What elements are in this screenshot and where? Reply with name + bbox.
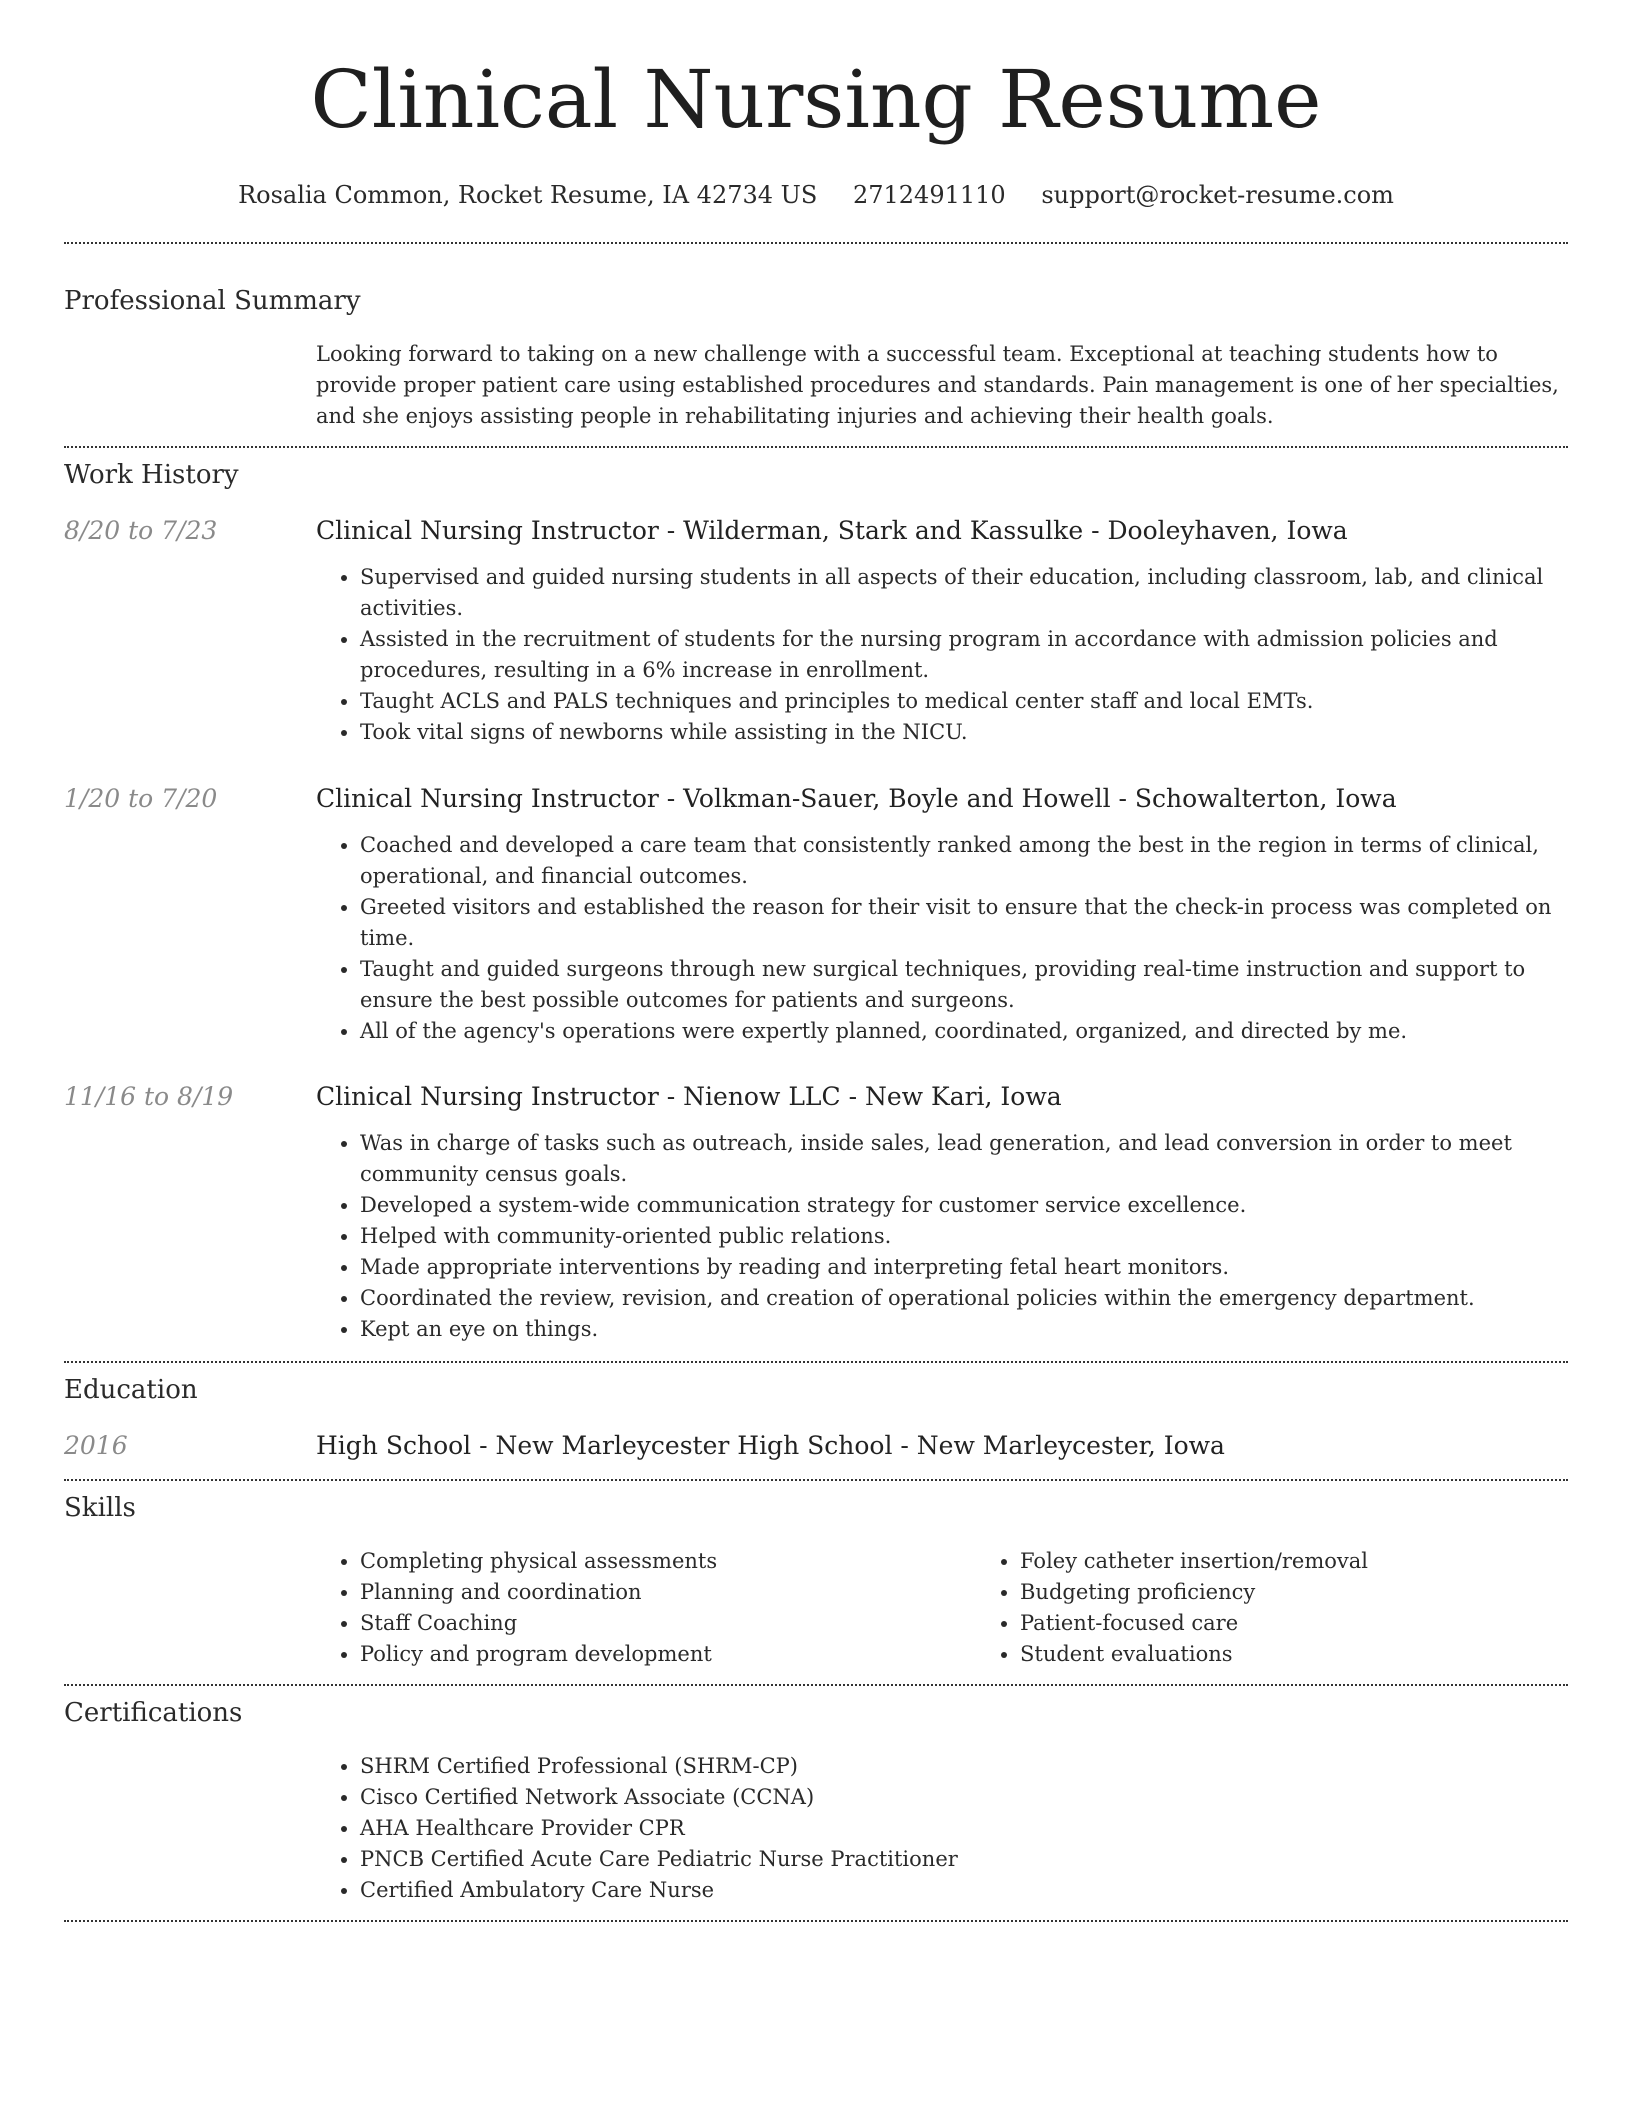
- job-bullet: • Taught and guided surgeons through new surgical techniques, providing real-time instruction and support to ensure the best possible outcomes for patients and surgeons.: [360, 954, 1568, 1016]
- job-title: Clinical Nursing Instructor - Nienow LLC - New Kari, Iowa: [316, 1082, 1062, 1111]
- education-entry: [64, 1430, 1568, 1462]
- job-dates: 8/20 to 7/23: [64, 516, 218, 545]
- contact-email: support@rocket-resume.com: [1041, 181, 1394, 209]
- job-bullet: • Supervised and guided nursing students in all aspects of their education, including classroom, lab, and clinical activities.: [360, 562, 1568, 624]
- job-bullet: • Taught ACLS and PALS techniques and principles to medical center staff and local EMTs.: [360, 686, 1568, 717]
- certifications-heading: Certifications: [64, 1698, 243, 1728]
- education-text: High School - New Marleycester High School - New Marleycester, Iowa: [316, 1431, 1225, 1460]
- skill-item: • Foley catheter insertion/removal: [1020, 1546, 1632, 1577]
- skills-row: [64, 1546, 1568, 1670]
- certification-item: • Cisco Certified Network Associate (CCNA): [360, 1782, 1568, 1813]
- work-section: [64, 459, 1568, 1345]
- summary-text: Looking forward to taking on a new challenge with a successful team. Exceptional at teaching students how to provide proper patient care using established procedures and standards. Pain management is one of her specialties, and she enjoys assisting people in rehabilitating injuries and achieving their health goals.: [316, 342, 1559, 428]
- divider: [64, 446, 1568, 448]
- certification-item: • SHRM Certified Professional (SHRM-CP): [360, 1751, 1568, 1782]
- resume-title: Clinical Nursing Resume: [310, 53, 1322, 146]
- contact-phone: 2712491110: [852, 181, 1006, 209]
- job-bullet: • Coached and developed a care team that consistently ranked among the best in the region in terms of clinical, operational, and financial outcomes.: [360, 830, 1568, 892]
- job-bullet: • Coordinated the review, revision, and creation of operational policies within the emergency department.: [360, 1283, 1568, 1314]
- divider: [64, 1684, 1568, 1686]
- certifications-section: [64, 1697, 1568, 1906]
- job-bullet: • Was in charge of tasks such as outreach, inside sales, lead generation, and lead conversion in order to meet community census goals.: [360, 1128, 1568, 1190]
- certification-item: • AHA Healthcare Provider CPR: [360, 1813, 1568, 1844]
- job-bullet: • Made appropriate interventions by reading and interpreting fetal heart monitors.: [360, 1252, 1568, 1283]
- summary-spacer: [64, 339, 316, 432]
- job-entry: [64, 515, 1568, 748]
- job-bullets: [316, 562, 1568, 748]
- job-bullets: [316, 830, 1568, 1047]
- summary-section: [64, 285, 1568, 432]
- divider: [64, 242, 1568, 244]
- certification-item: • Certified Ambulatory Care Nurse: [360, 1875, 1568, 1906]
- divider: [64, 1920, 1568, 1922]
- skill-item: • Policy and program development: [360, 1639, 976, 1670]
- job-bullet: • Greeted visitors and established the reason for their visit to ensure that the check-in process was completed on time.: [360, 892, 1568, 954]
- summary-heading: Professional Summary: [64, 286, 361, 316]
- job-title: Clinical Nursing Instructor - Wilderman, Stark and Kassulke - Dooleyhaven, Iowa: [316, 516, 1348, 545]
- skills-heading: Skills: [64, 1493, 136, 1523]
- job-title: Clinical Nursing Instructor - Volkman-Sauer, Boyle and Howell - Schowalterton, Iowa: [316, 784, 1397, 813]
- job-bullet: • Kept an eye on things.: [360, 1314, 1568, 1345]
- job-bullet: • Helped with community-oriented public relations.: [360, 1221, 1568, 1252]
- certifications-list: [316, 1751, 1568, 1906]
- skill-item: • Completing physical assessments: [360, 1546, 976, 1577]
- job-bullet: • Developed a system-wide communication strategy for customer service excellence.: [360, 1190, 1568, 1221]
- skills-spacer: [64, 1546, 316, 1670]
- work-heading: Work History: [64, 460, 239, 490]
- divider: [64, 1361, 1568, 1363]
- skill-item: • Patient-focused care: [1020, 1608, 1632, 1639]
- certification-item: • PNCB Certified Acute Care Pediatric Nurse Practitioner: [360, 1844, 1568, 1875]
- skills-list-left: [316, 1546, 976, 1670]
- job-bullet: • Assisted in the recruitment of students for the nursing program in accordance with admission policies and procedures, resulting in a 6% increase in enrollment.: [360, 624, 1568, 686]
- skills-list-right: [976, 1546, 1632, 1670]
- job-entry: [64, 783, 1568, 1047]
- contact-line: [64, 180, 1568, 210]
- skill-item: • Staff Coaching: [360, 1608, 976, 1639]
- education-heading: Education: [64, 1375, 198, 1405]
- education-year: 2016: [64, 1431, 128, 1460]
- certifications-row: [64, 1751, 1568, 1906]
- skills-section: [64, 1492, 1568, 1670]
- contact-address: Rosalia Common, Rocket Resume, IA 42734 US: [238, 181, 818, 209]
- skill-item: • Student evaluations: [1020, 1639, 1632, 1670]
- job-entry: [64, 1081, 1568, 1345]
- skill-item: • Planning and coordination: [360, 1577, 976, 1608]
- summary-row: [64, 339, 1568, 432]
- certifications-spacer: [64, 1751, 316, 1906]
- divider: [64, 1479, 1568, 1481]
- skill-item: • Budgeting proficiency: [1020, 1577, 1632, 1608]
- education-section: [64, 1374, 1568, 1462]
- job-bullet: • Took vital signs of newborns while assisting in the NICU.: [360, 717, 1568, 748]
- job-bullets: [316, 1128, 1568, 1345]
- job-dates: 1/20 to 7/20: [64, 784, 218, 813]
- job-bullet: • All of the agency's operations were expertly planned, coordinated, organized, and directed by me.: [360, 1016, 1568, 1047]
- job-dates: 11/16 to 8/19: [64, 1082, 234, 1111]
